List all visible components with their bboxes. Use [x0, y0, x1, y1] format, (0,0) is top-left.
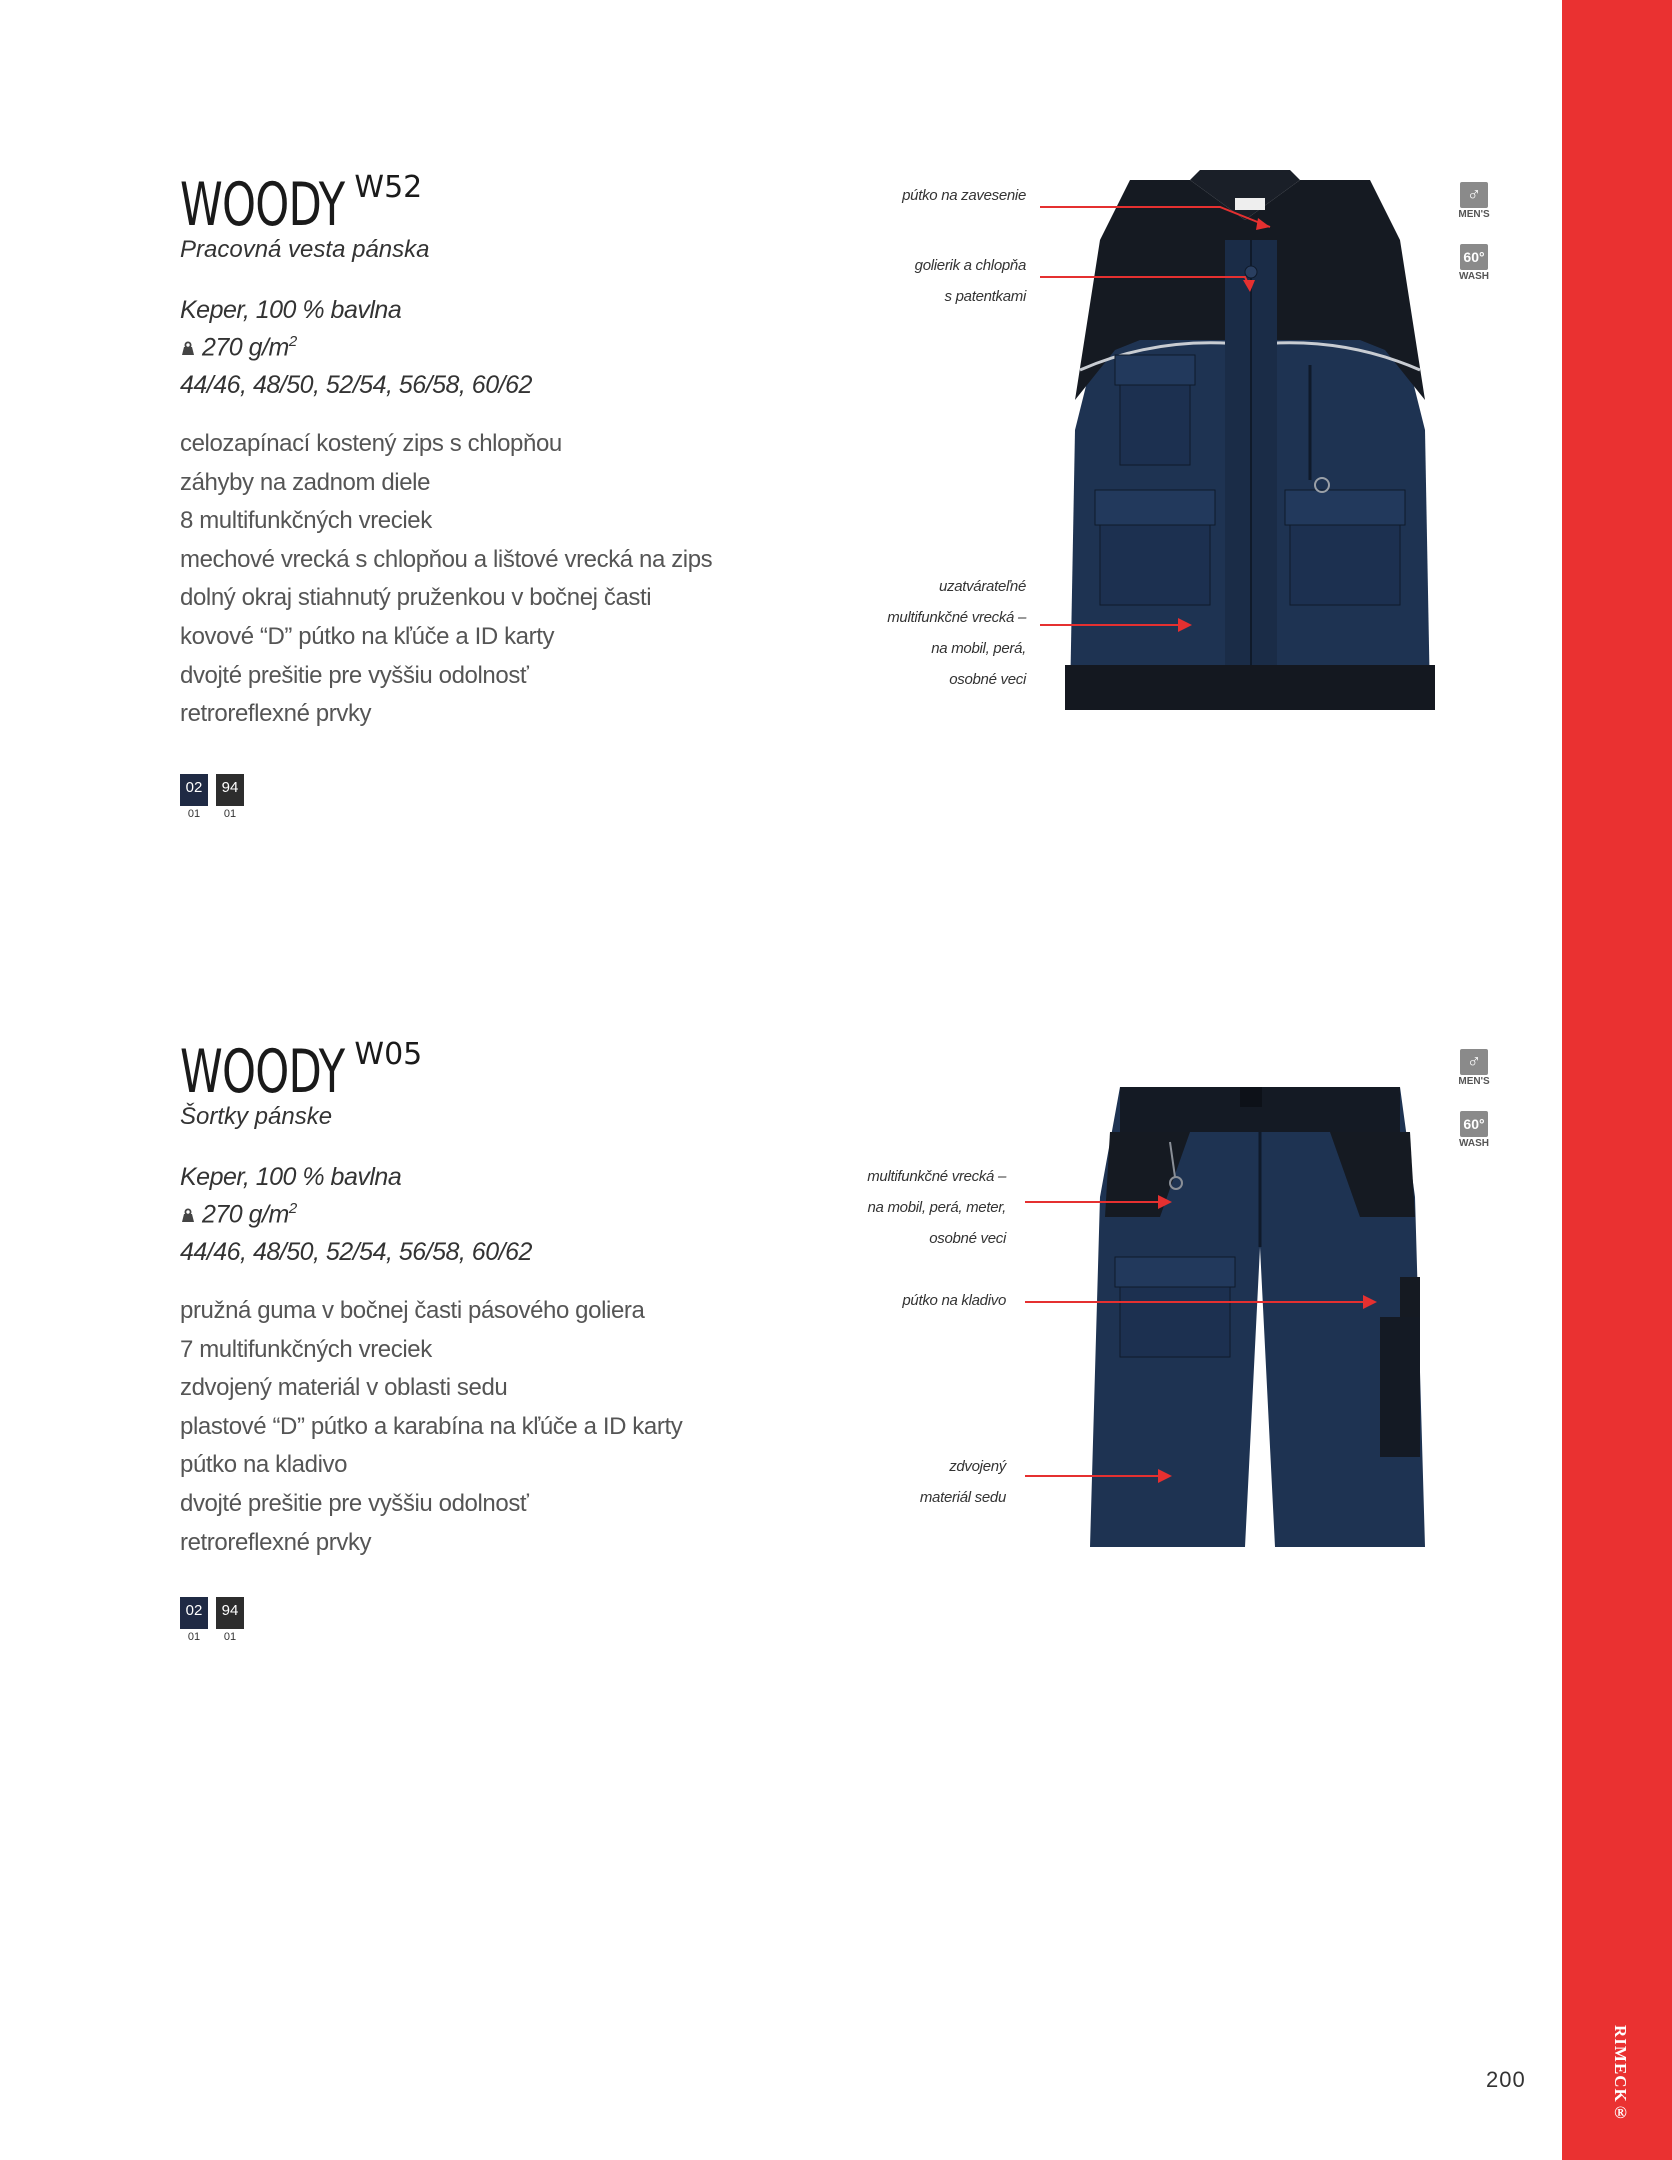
callout-seat [820, 1451, 1006, 1513]
color-swatch[interactable] [180, 1597, 208, 1643]
swatch-code: 02 [180, 774, 208, 806]
wash-icon: 60° [1460, 244, 1488, 270]
product-name: WOODY [180, 170, 345, 240]
callout-line: uzatvárateľné [938, 578, 1026, 595]
callout-line: osobné veci [929, 1230, 1006, 1247]
weight-exponent: 2 [288, 1200, 297, 1217]
product-title [180, 1037, 423, 1107]
product-material: Keper, 100 % bavlna [180, 296, 402, 324]
product-subtitle: Šortky pánske [180, 1103, 333, 1130]
feature-item: pútko na kladivo [180, 1451, 348, 1479]
swatch-code: 02 [180, 1597, 208, 1629]
product-title [180, 170, 423, 240]
gender-badge [1457, 182, 1491, 220]
swatch-subcode: 01 [187, 1631, 201, 1643]
callout-line: golierik a chlopňa [914, 257, 1026, 274]
feature-item: 8 multifunkčných vreciek [180, 507, 432, 535]
callout-line: osobné veci [949, 671, 1026, 688]
callout-pockets [840, 571, 1026, 695]
callout-arrow-seat [1025, 1461, 1180, 1491]
swatch-code: 94 [216, 1597, 244, 1629]
product-vest [0, 170, 1560, 970]
product-material: Keper, 100 % bavlna [180, 1163, 402, 1191]
callout-line: zdvojený [949, 1458, 1006, 1475]
callout-line: multifunkčné vrecká – [887, 609, 1026, 626]
callout-arrow-pockets [1040, 610, 1200, 640]
gender-label: MEN'S [1458, 1076, 1490, 1087]
callout-arrows [1040, 180, 1280, 580]
male-icon: ♂ [1460, 182, 1488, 208]
color-swatch[interactable] [216, 1597, 244, 1643]
product-weight [180, 1200, 297, 1229]
gender-label: MEN'S [1458, 209, 1490, 220]
color-swatch[interactable] [216, 774, 244, 820]
callout-line: na mobil, perá, meter, [867, 1199, 1006, 1216]
product-sizes: 44/46, 48/50, 52/54, 56/58, 60/62 [180, 371, 532, 399]
brand-logo: RIMECK® [1611, 2025, 1630, 2123]
feature-item: mechové vrecká s chlopňou a lištové vrecká na zips [180, 545, 713, 573]
wash-badge [1457, 244, 1491, 282]
feature-item: dvojté prešitie pre vyššiu odolnosť [180, 661, 529, 689]
feature-list [180, 425, 720, 734]
swatch-code: 94 [216, 774, 244, 806]
feature-item: retroreflexné prvky [180, 1528, 372, 1556]
wash-label: WASH [1459, 271, 1489, 282]
callout-pockets [820, 1161, 1006, 1254]
callout-arrow-pockets [1025, 1187, 1180, 1217]
product-sizes: 44/46, 48/50, 52/54, 56/58, 60/62 [180, 1238, 532, 1266]
callout-line: pútko na kladivo [902, 1292, 1006, 1309]
brand-sidebar [1562, 0, 1672, 2160]
color-swatches [180, 1597, 244, 1643]
swatch-subcode: 01 [187, 808, 201, 820]
product-subtitle: Pracovná vesta pánska [180, 236, 430, 263]
page-number: 200 [1486, 2067, 1526, 2092]
color-swatches [180, 774, 244, 820]
wash-badge [1457, 1111, 1491, 1149]
product-name: WOODY [180, 1037, 345, 1107]
weight-icon [180, 1209, 196, 1223]
wash-label: WASH [1459, 1138, 1489, 1149]
wash-icon: 60° [1460, 1111, 1488, 1137]
shorts-image [1080, 1067, 1440, 1567]
product-code: W05 [354, 1037, 423, 1072]
swatch-subcode: 01 [223, 1631, 237, 1643]
callout-line: s patentkami [944, 288, 1026, 305]
product-code: W52 [354, 170, 423, 205]
feature-item: dolný okraj stiahnutý pruženkou v bočnej časti [180, 584, 652, 612]
feature-item: pružná guma v bočnej časti pásového goliera [180, 1297, 645, 1324]
feature-item: dvojté prešitie pre vyššiu odolnosť [180, 1489, 529, 1517]
callout-arrow-hammer-loop [1025, 1287, 1385, 1317]
gender-badge [1457, 1049, 1491, 1087]
callout-line: pútko na zavesenie [902, 187, 1026, 204]
callout-line: materiál sedu [919, 1489, 1006, 1506]
feature-item: 7 multifunkčných vreciek [180, 1335, 432, 1363]
feature-list [180, 1292, 720, 1562]
callout-hanging-loop [840, 180, 1026, 211]
callout-collar [840, 250, 1026, 312]
product-weight [180, 333, 297, 362]
weight-value: 270 g/m [202, 1200, 289, 1229]
weight-exponent: 2 [288, 333, 297, 350]
feature-item: zdvojený materiál v oblasti sedu [180, 1374, 508, 1402]
callout-line: na mobil, perá, [931, 640, 1026, 657]
color-swatch[interactable] [180, 774, 208, 820]
weight-icon [180, 342, 196, 356]
feature-item: plastové “D” pútko a karabína na kľúče a ID karty [180, 1412, 683, 1440]
swatch-subcode: 01 [223, 808, 237, 820]
product-shorts [0, 1037, 1560, 1837]
weight-value: 270 g/m [202, 333, 289, 362]
callout-hammer-loop [820, 1285, 1006, 1316]
feature-item: záhyby na zadnom diele [180, 468, 431, 496]
callout-line: multifunkčné vrecká – [867, 1168, 1006, 1185]
feature-item: kovové “D” pútko na kľúče a ID karty [180, 622, 555, 650]
male-icon: ♂ [1460, 1049, 1488, 1075]
feature-item: celozapínací kostený zips s chlopňou [180, 430, 562, 457]
feature-item: retroreflexné prvky [180, 700, 372, 728]
